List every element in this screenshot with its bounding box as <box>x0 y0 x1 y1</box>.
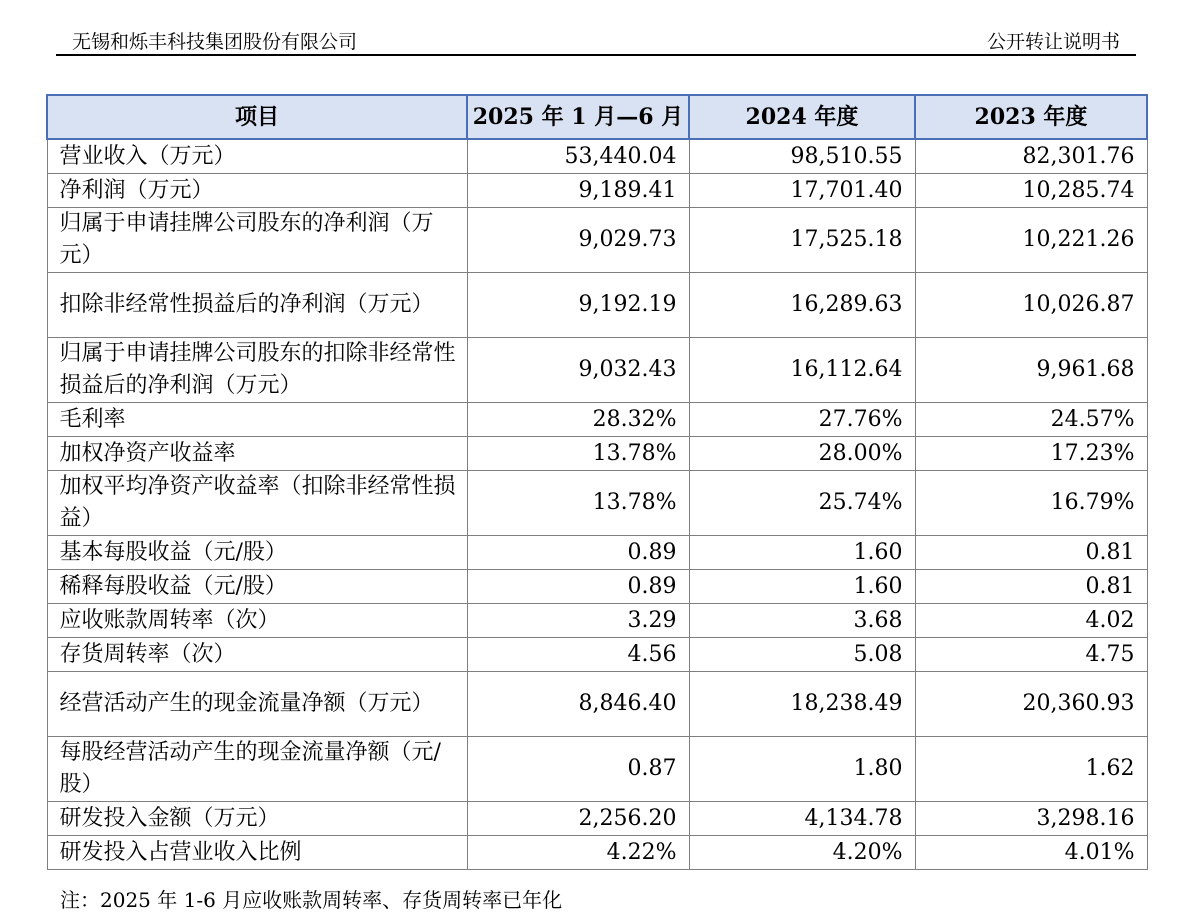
table-row <box>47 208 1147 273</box>
cell-2024: 98,510.55 <box>689 139 915 174</box>
cell-2025h1: 9,029.73 <box>467 208 689 273</box>
financial-indicators-table <box>46 94 1148 870</box>
cell-2025h1: 9,189.41 <box>467 174 689 208</box>
column-header-2023: 2023 年度 <box>915 95 1147 139</box>
row-label: 扣除非经常性损益后的净利润（万元） <box>47 273 467 338</box>
cell-2023: 82,301.76 <box>915 139 1147 174</box>
row-label: 研发投入金额（万元） <box>47 802 467 836</box>
table-footnote: 注：2025 年 1-6 月应收账款周转率、存货周转率已年化 <box>60 888 563 912</box>
cell-2025h1: 13.78% <box>467 471 689 536</box>
cell-2025h1: 53,440.04 <box>467 139 689 174</box>
cell-2023: 24.57% <box>915 403 1147 437</box>
column-header-2024: 2024 年度 <box>689 95 915 139</box>
cell-2025h1: 28.32% <box>467 403 689 437</box>
company-name: 无锡和烁丰科技集团股份有限公司 <box>72 31 358 53</box>
cell-2025h1: 4.22% <box>467 836 689 870</box>
cell-2024: 17,525.18 <box>689 208 915 273</box>
cell-2023: 16.79% <box>915 471 1147 536</box>
table-row <box>47 437 1147 471</box>
cell-2024: 1.80 <box>689 737 915 802</box>
row-label: 研发投入占营业收入比例 <box>47 836 467 870</box>
cell-2023: 3,298.16 <box>915 802 1147 836</box>
row-label: 每股经营活动产生的现金流量净额（元/股） <box>47 737 467 802</box>
row-label: 稀释每股收益（元/股） <box>47 570 467 604</box>
table-row <box>47 604 1147 638</box>
cell-2024: 1.60 <box>689 536 915 570</box>
row-label: 营业收入（万元） <box>47 139 467 174</box>
row-label: 存货周转率（次） <box>47 638 467 672</box>
cell-2024: 5.08 <box>689 638 915 672</box>
table-row <box>47 638 1147 672</box>
cell-2023: 17.23% <box>915 437 1147 471</box>
cell-2023: 10,221.26 <box>915 208 1147 273</box>
table-row <box>47 174 1147 208</box>
row-label: 经营活动产生的现金流量净额（万元） <box>47 672 467 737</box>
cell-2025h1: 0.89 <box>467 570 689 604</box>
cell-2023: 10,026.87 <box>915 273 1147 338</box>
cell-2024: 25.74% <box>689 471 915 536</box>
row-label: 加权净资产收益率 <box>47 437 467 471</box>
table-row <box>47 570 1147 604</box>
row-label: 净利润（万元） <box>47 174 467 208</box>
row-label: 应收账款周转率（次） <box>47 604 467 638</box>
table-row <box>47 737 1147 802</box>
cell-2025h1: 9,032.43 <box>467 338 689 403</box>
cell-2024: 16,112.64 <box>689 338 915 403</box>
cell-2023: 10,285.74 <box>915 174 1147 208</box>
table-row <box>47 139 1147 174</box>
cell-2025h1: 13.78% <box>467 437 689 471</box>
table-row <box>47 273 1147 338</box>
cell-2023: 4.02 <box>915 604 1147 638</box>
cell-2024: 17,701.40 <box>689 174 915 208</box>
cell-2024: 3.68 <box>689 604 915 638</box>
cell-2025h1: 0.87 <box>467 737 689 802</box>
cell-2023: 4.01% <box>915 836 1147 870</box>
table-row <box>47 802 1147 836</box>
cell-2024: 1.60 <box>689 570 915 604</box>
cell-2025h1: 4.56 <box>467 638 689 672</box>
cell-2023: 4.75 <box>915 638 1147 672</box>
cell-2025h1: 2,256.20 <box>467 802 689 836</box>
cell-2024: 18,238.49 <box>689 672 915 737</box>
cell-2024: 28.00% <box>689 437 915 471</box>
row-label: 归属于申请挂牌公司股东的扣除非经常性损益后的净利润（万元） <box>47 338 467 403</box>
table-row <box>47 403 1147 437</box>
column-header-item: 项目 <box>47 95 467 139</box>
cell-2024: 4,134.78 <box>689 802 915 836</box>
document-type: 公开转让说明书 <box>986 31 1120 53</box>
row-label: 归属于申请挂牌公司股东的净利润（万元） <box>47 208 467 273</box>
row-label: 加权平均净资产收益率（扣除非经常性损益） <box>47 471 467 536</box>
row-label: 毛利率 <box>47 403 467 437</box>
cell-2023: 9,961.68 <box>915 338 1147 403</box>
cell-2023: 0.81 <box>915 536 1147 570</box>
cell-2024: 27.76% <box>689 403 915 437</box>
column-header-2025h1: 2025 年 1 月—6 月 <box>467 95 689 139</box>
cell-2025h1: 0.89 <box>467 536 689 570</box>
cell-2023: 0.81 <box>915 570 1147 604</box>
cell-2025h1: 8,846.40 <box>467 672 689 737</box>
cell-2023: 20,360.93 <box>915 672 1147 737</box>
table-row <box>47 338 1147 403</box>
cell-2024: 4.20% <box>689 836 915 870</box>
cell-2024: 16,289.63 <box>689 273 915 338</box>
table-row <box>47 536 1147 570</box>
cell-2023: 1.62 <box>915 737 1147 802</box>
table-row <box>47 471 1147 536</box>
table-row <box>47 836 1147 870</box>
table-header-row <box>47 95 1147 139</box>
cell-2025h1: 3.29 <box>467 604 689 638</box>
row-label: 基本每股收益（元/股） <box>47 536 467 570</box>
page-header <box>56 22 1136 56</box>
cell-2025h1: 9,192.19 <box>467 273 689 338</box>
table-row <box>47 672 1147 737</box>
